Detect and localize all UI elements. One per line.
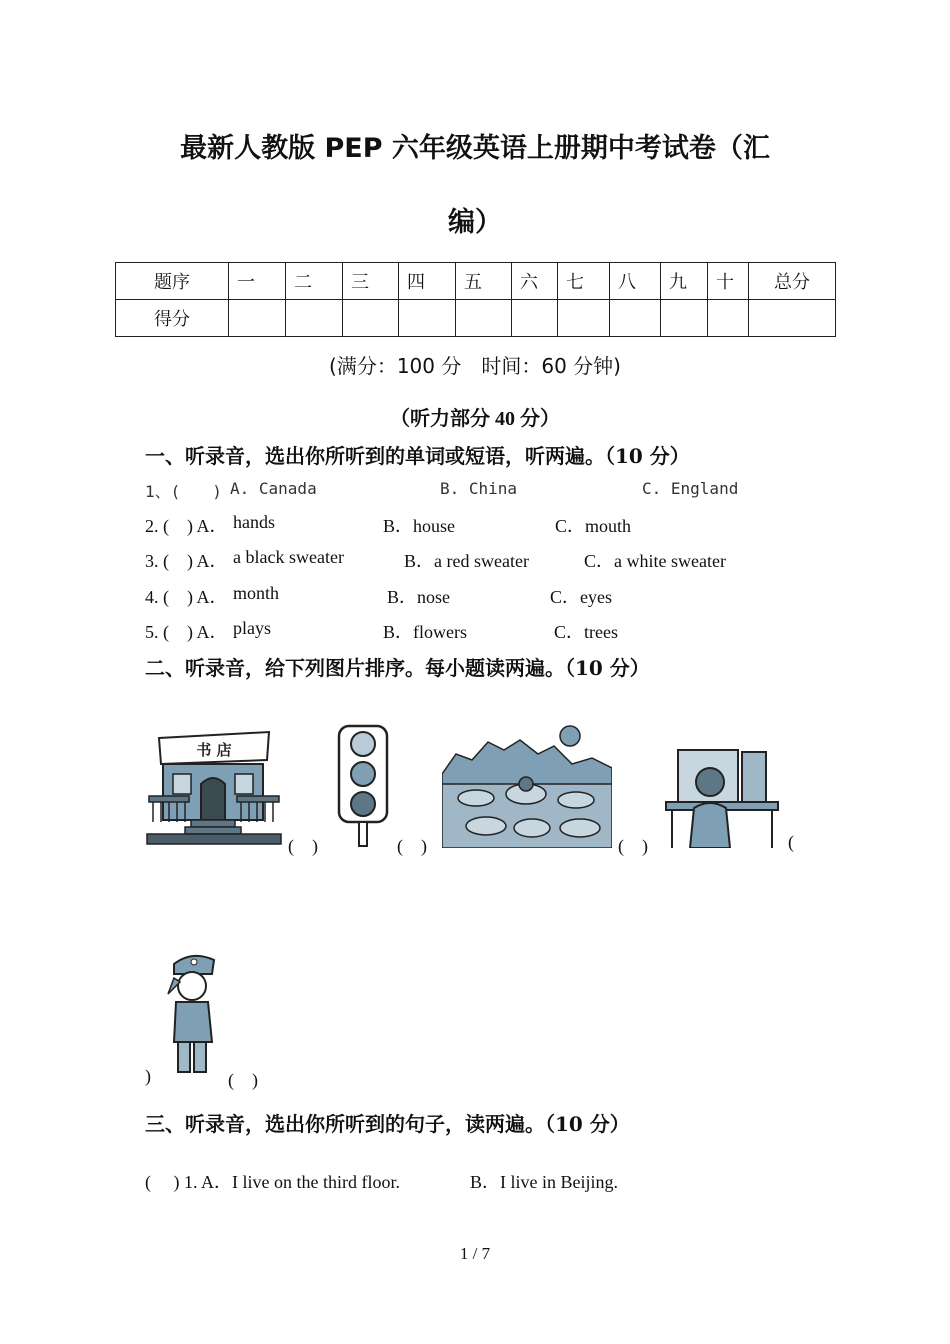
score-cell-total: 总分 [749,263,836,300]
score-table-header-row [116,263,836,300]
page-title-line2: 编） [448,207,502,238]
score-cell-header: 五 [456,263,512,300]
score-cell-blank[interactable] [456,300,512,337]
q4-option-a: month [233,583,280,603]
score-cell-header: 四 [399,263,456,300]
score-cell-blank[interactable] [661,300,708,337]
section1-heading: 一、听录音，选出你所听到的单词或短语，听两遍。（10 分） [145,444,690,468]
section3-q1-option-a: ( ) 1. A．I live on the third floor. [145,1172,400,1192]
picture1-answer-blank[interactable]: ( ) [288,836,318,856]
score-cell-blank[interactable] [708,300,749,337]
score-cell-blank[interactable] [512,300,558,337]
q2-option-a: hands [233,512,275,532]
q1-option-a: A. Canada [230,479,317,498]
q2-option-c: C．mouth [555,516,632,536]
page-number: 1 / 7 [459,1244,491,1263]
q3-number: 3. ( ) A． [145,551,228,571]
picture4-answer-blank-close: ) [145,1066,151,1086]
bookstore-sign-text: 书 店 [196,741,232,759]
q1-option-c: C. England [642,479,739,498]
q4-number: 4. ( ) A． [145,587,228,607]
q1-option-b: B. China [440,479,518,498]
score-cell-header: 七 [558,263,610,300]
picture4-answer-blank-open[interactable]: ( [788,832,794,852]
great-wall-food-picture [442,724,612,848]
q1-number: 1、( ) [145,482,222,501]
girl-at-computer-picture [664,744,780,848]
score-cell-label: 题序 [116,263,229,300]
score-cell-header: 三 [343,263,399,300]
score-cell-header: 十 [708,263,749,300]
exam-subtitle: (满分：100 分 时间：60 分钟) [329,354,621,378]
score-cell-header: 八 [610,263,661,300]
q2-option-b: B．house [383,516,455,536]
score-cell-blank[interactable] [749,300,836,337]
score-cell-header: 一 [229,263,286,300]
picture5-answer-blank[interactable]: ( ) [228,1070,258,1090]
section3-q1-option-b: B．I live in Beijing. [470,1172,618,1192]
picture2-answer-blank[interactable]: ( ) [397,836,427,856]
police-officer-picture [160,948,224,1078]
q5-option-c: C．trees [554,622,618,642]
score-cell-label: 得分 [116,300,229,337]
bookstore-picture [145,726,283,848]
q4-option-b: B．nose [387,587,450,607]
score-cell-blank[interactable] [610,300,661,337]
score-table-score-row [116,300,836,337]
score-cell-blank[interactable] [229,300,286,337]
q3-option-b: B．a red sweater [404,551,529,571]
traffic-light-picture [335,724,393,848]
q3-option-c: C．a white sweater [584,551,726,571]
score-cell-header: 九 [661,263,708,300]
picture3-answer-blank[interactable]: ( ) [618,836,648,856]
q4-option-c: C．eyes [550,587,612,607]
score-cell-blank[interactable] [558,300,610,337]
q2-number: 2. ( ) A． [145,516,228,536]
score-cell-blank[interactable] [286,300,343,337]
score-cell-blank[interactable] [343,300,399,337]
listening-label: （听力部分 40 分） [390,408,560,430]
score-table [115,262,836,337]
q5-option-a: plays [233,618,271,638]
score-cell-blank[interactable] [399,300,456,337]
page-title-line1: 最新人教版 PEP 六年级英语上册期中考试卷（汇 [180,133,770,164]
section3-heading: 三、听录音，选出你所听到的句子，读两遍。（10 分） [145,1112,630,1136]
score-cell-header: 六 [512,263,558,300]
q3-option-a: a black sweater [233,547,344,567]
q5-number: 5. ( ) A． [145,622,228,642]
section2-heading: 二、听录音，给下列图片排序。每小题读两遍。（10 分） [145,656,650,680]
score-cell-header: 二 [286,263,343,300]
q5-option-b: B．flowers [383,622,467,642]
